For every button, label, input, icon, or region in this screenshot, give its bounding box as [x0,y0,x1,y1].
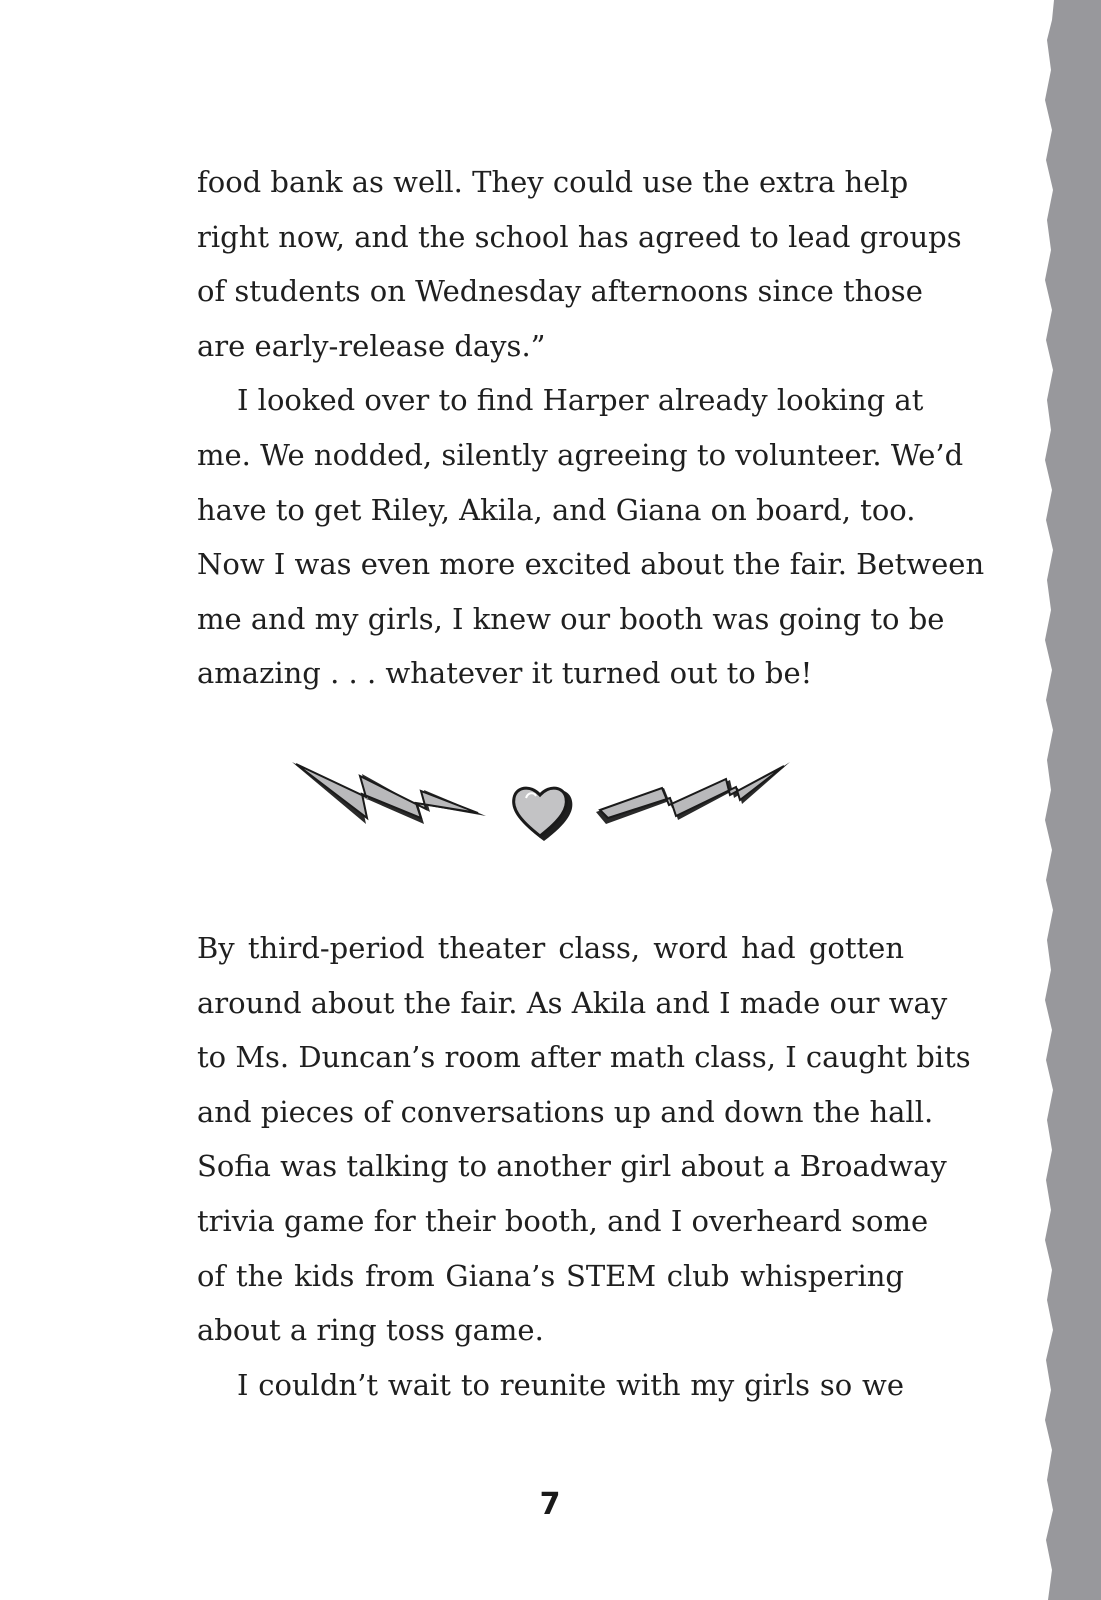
page-number: 7 [539,1487,561,1522]
text-line: to Ms. Duncan’s room after math class, I caught bits [197,1040,971,1075]
heart-icon [514,788,573,841]
lightning-bolt-icon [596,762,790,824]
text-line: have to get Riley, Akila, and Giana on board, too. [197,492,916,527]
text-line: By third-period theater class, word had gotten [197,931,904,965]
text-line: amazing . . . whatever it turned out to be! [197,656,813,691]
text-line: me and my girls, I knew our booth was going to be [197,601,945,636]
text-line: right now, and the school has agreed to lead groups [197,219,962,254]
text-line: food bank as well. They could use the extra help [197,165,909,199]
text-line: trivia game for their booth, and I overheard some [197,1203,929,1238]
text-line: and pieces of conversations up and down the hall. [197,1094,934,1129]
lightning-bolt-icon [292,762,486,824]
text-line: Sofia was talking to another girl about a Broadway [197,1149,947,1184]
text-line: I looked over to find Harper already looking at [237,383,924,418]
text-line: are early-release days.” [197,328,546,363]
text-line: of students on Wednesday afternoons since those [197,274,923,309]
text-line: Now I was even more excited about the fair. Between [197,547,985,582]
text-line: about a ring toss game. [197,1313,544,1348]
text-line: of the kids from Giana’s STEM club whispering [197,1258,904,1293]
torn-paper-edge [1040,0,1101,1600]
section-break-ornament [290,760,810,860]
text-line: around about the fair. As Akila and I made our way [197,985,948,1020]
text-line: me. We nodded, silently agreeing to volunteer. We’d [197,437,964,472]
paragraph-block-top [197,155,985,701]
paragraph-block-bottom [197,921,971,1412]
text-line: I couldn’t wait to reunite with my girls so we [237,1367,904,1402]
